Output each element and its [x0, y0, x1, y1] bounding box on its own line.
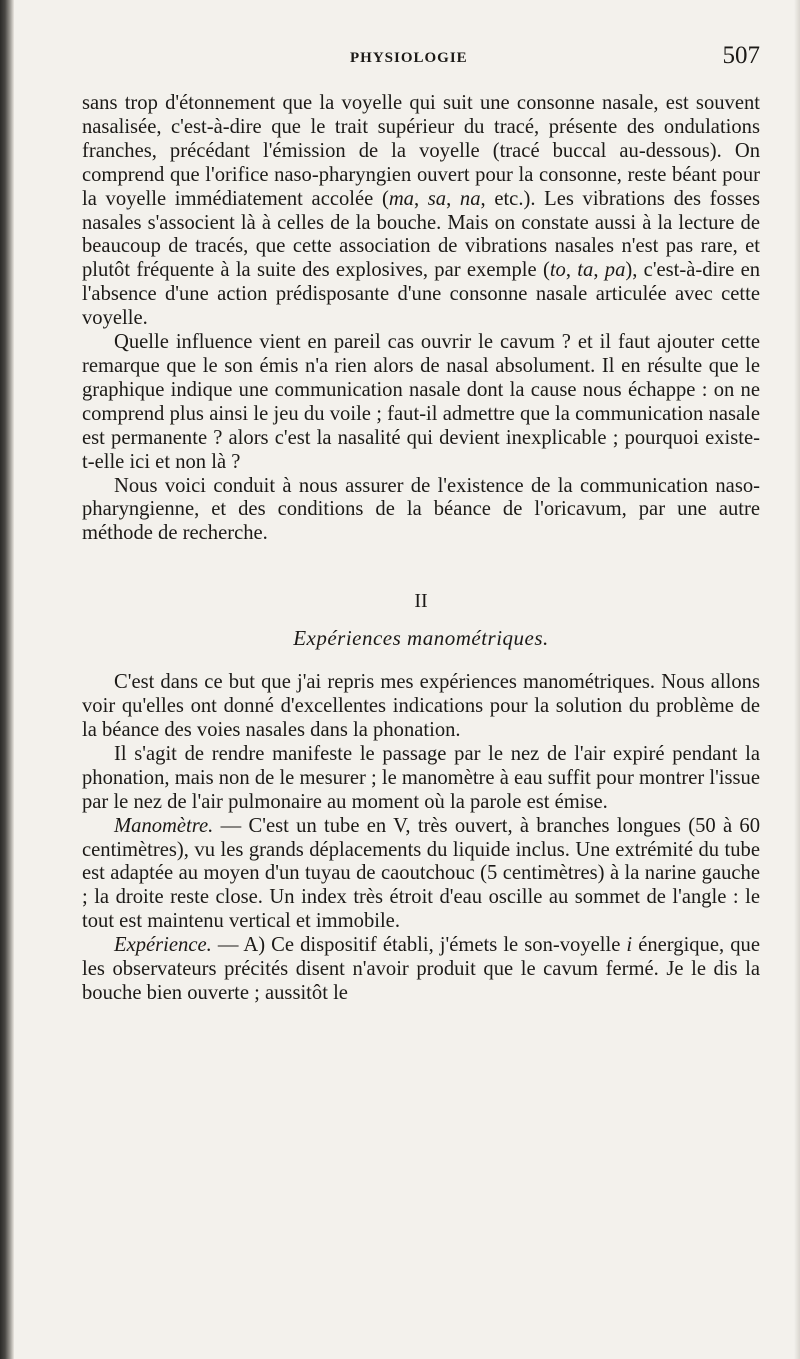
- page-number: 507: [722, 42, 760, 69]
- page-header: [80, 42, 760, 74]
- example-ma: ma: [388, 187, 414, 210]
- running-head: PHYSIOLOGIE: [350, 50, 468, 66]
- vowel-i: i: [626, 934, 633, 957]
- page-body: [82, 92, 760, 1006]
- section-number: II: [414, 590, 428, 613]
- paragraph-experiments-intro: C'est dans ce but que j'ai repris mes expériences manométriques. Nous allons voir qu'elles ont donné d'excellentes indications pour la solution du problème de la béance des voies nasales dans la phonation.: [82, 671, 760, 742]
- manometer-label: Manomètre.: [114, 814, 214, 837]
- example-sa: sa: [427, 187, 447, 210]
- section-title: Expériences manométriques.: [293, 626, 549, 651]
- experience-label: Expérience.: [114, 934, 212, 957]
- example-to: to: [549, 259, 566, 282]
- page-right-edge: [794, 0, 800, 1359]
- paragraph-experience: Expérience. — A) Ce dispositif établi, j'émets le son-voyelle i énergique, que les observateurs précités disent n'avoir produit que le cavum fermé. Je le dis la bouche bien ouverte ; aussitôt le: [82, 934, 760, 1004]
- example-ta: ta: [577, 259, 594, 282]
- page-binding-edge: [0, 0, 14, 1359]
- paragraph-purpose: Il s'agit de rendre manifeste le passage par le nez de l'air expiré pendant la phonation, mais non de le mesurer ; le manomètre à eau suffit pour montrer l'issue par le nez de l'air pulmonaire au moment où la parole est émise.: [82, 742, 760, 813]
- example-na: na: [459, 187, 481, 210]
- paragraph-method: Nous voici conduit à nous assurer de l'existence de la communication naso-pharyngienne, et des conditions de la béance de l'oricavum, par une autre méthode de recherche.: [82, 474, 760, 545]
- paragraph-manometer: Manomètre. — C'est un tube en V, très ouvert, à branches longues (50 à 60 centimètres), vu les grands déplacements du liquide inclus. Une extrémité du tube est adaptée au moyen d'un tuyau de caoutchouc (5 centimètres) à la narine gauche ; la droite reste close. Un index très étroit d'eau oscille au sommet de l'angle : le tout est maintenu vertical et immobile.: [82, 814, 760, 933]
- example-pa: pa: [604, 259, 626, 282]
- paragraph-continuation: sans trop d'étonnement que la voyelle qui suit une consonne nasale, est souvent nasalisée, c'est-à-dire que le trait supérieur du tracé, présente des ondulations franches, précédant l'émission de la voyelle (tracé buccal au-dessous). On comprend que l'orifice naso-pharyngien ouvert pour la consonne, reste béant pour la voyelle immédiatement accolée (ma, sa, na, etc.). Les vibrations des fosses nasales s'associent là à celles de la bouche. Mais on constate aussi à la lecture de beaucoup de tracés, que cette association de vibrations nasales n'est pas rare, et plutôt fréquente à la suite des explosives, par exemple (to, ta, pa), c'est-à-dire en l'absence d'une action prédisposante d'une consonne nasale articulée avec cette voyelle.: [82, 92, 761, 330]
- paragraph-cavum-question: Quelle influence vient en pareil cas ouvrir le cavum ? et il faut ajouter cette remarque que le son émis n'a rien alors de nasal absolument. Il en résulte que le graphique indique une communication nasale dont la cause nous échappe : on ne comprend plus ainsi le jeu du voile ; faut-il admettre que la communication nasale est permanente ? alors c'est la nasalité qui devient inexplicable ; pourquoi existe-t-elle ici et non là ?: [82, 331, 760, 473]
